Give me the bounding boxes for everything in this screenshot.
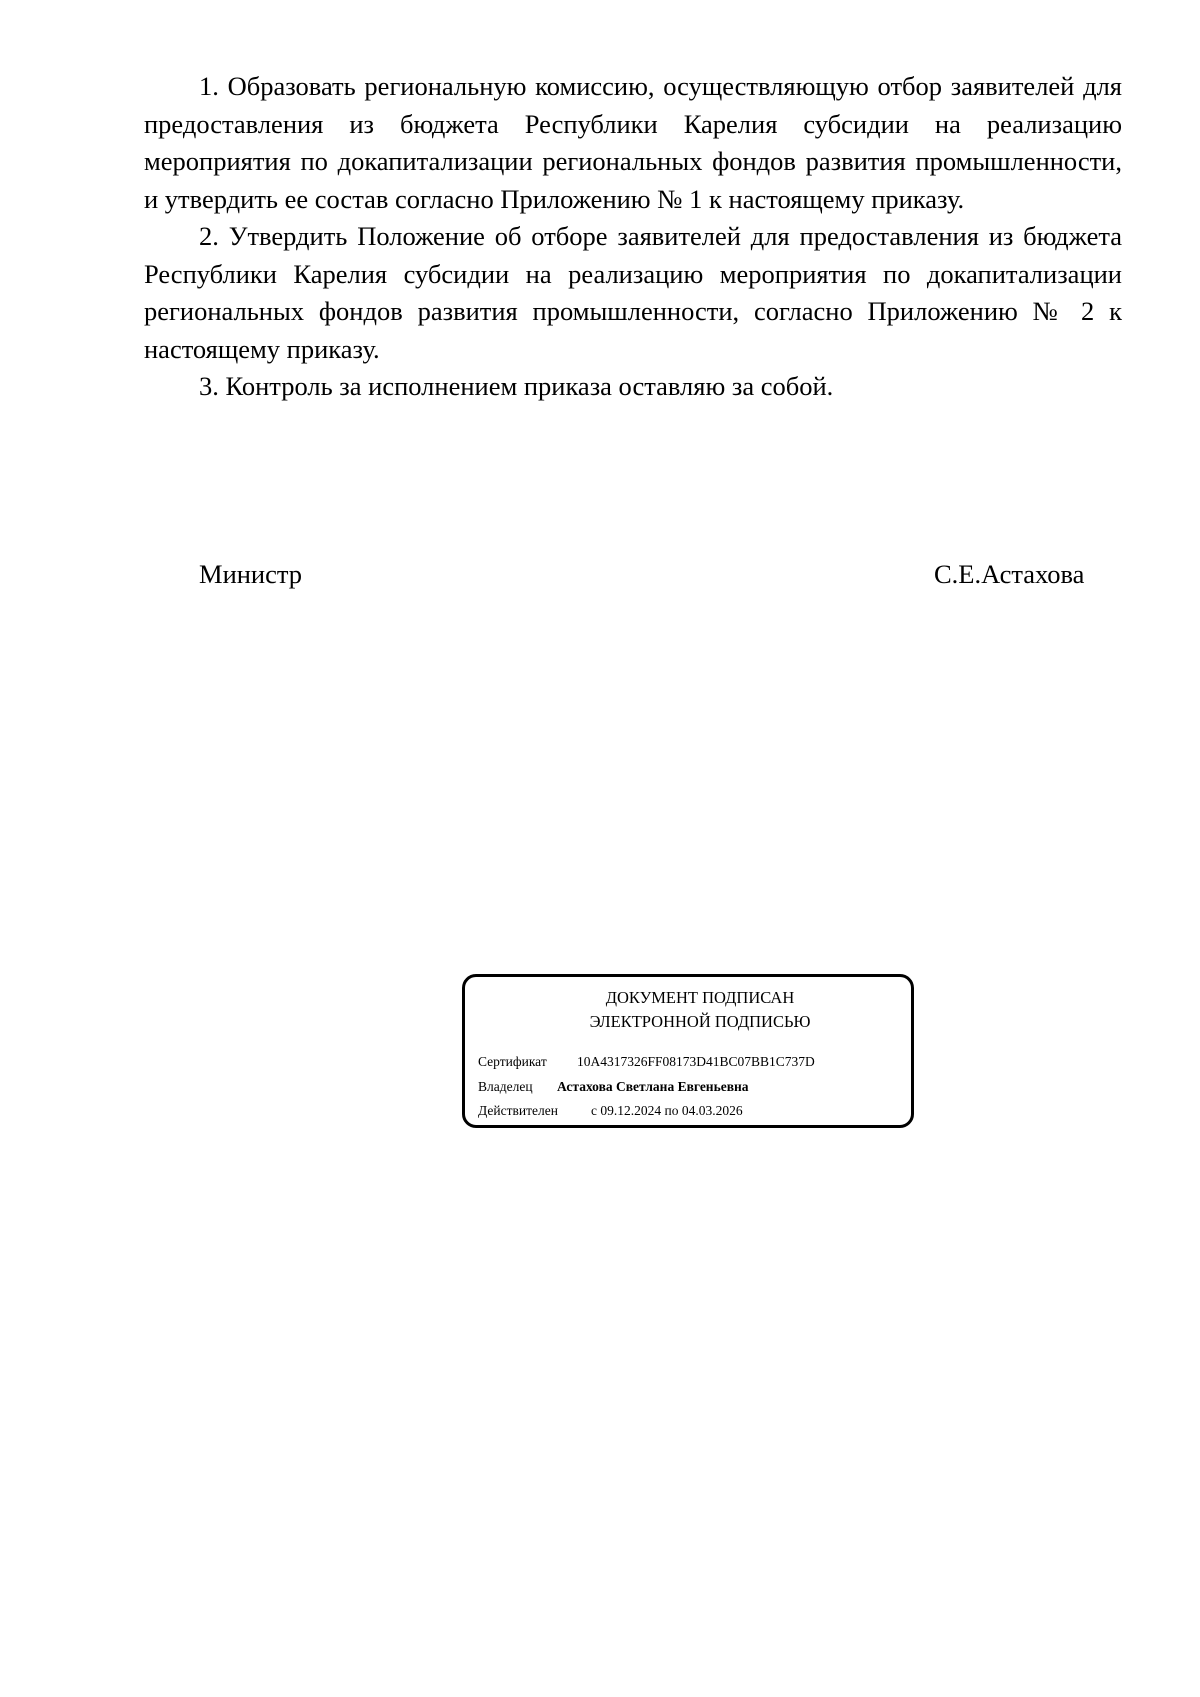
stamp-valid-value: с 09.12.2024 по 04.03.2026 [591, 1103, 743, 1118]
stamp-certificate-label: Сертификат [478, 1054, 547, 1069]
paragraph-2: 2. Утвердить Положение об отборе заявителей для предоставления из бюджета Республики Карелия субсидии на реализацию мероприятия по докапитализации региональных фондов развития промышленности, согласно Приложению № 2 к настоящему приказу. [144, 221, 1122, 364]
stamp-certificate-value: 10A4317326FF08173D41BC07BB1C737D [577, 1054, 815, 1069]
electronic-signature-stamp [462, 974, 914, 1128]
stamp-certificate-row [478, 1050, 815, 1074]
paragraph-3: 3. Контроль за исполнением приказа оставляю за собой. [199, 371, 834, 401]
paragraph-1: 1. Образовать региональную комиссию, осуществляющую отбор заявителей для предоставления из бюджета Республики Карелия субсидии на реализацию мероприятия по докапитализации региональных фондов развития промышленности, и утвердить ее состав согласно Приложению № 1 к настоящему приказу. [144, 71, 1122, 214]
stamp-owner-row [478, 1075, 749, 1099]
signatory-title: Министр [199, 559, 303, 589]
stamp-owner-label: Владелец [478, 1079, 533, 1094]
stamp-heading-line-1: ДОКУМЕНТ ПОДПИСАН [605, 988, 795, 1007]
stamp-owner-value: Астахова Светлана Евгеньевна [557, 1079, 749, 1094]
stamp-heading-line-2: ЭЛЕКТРОННОЙ ПОДПИСЬЮ [589, 1012, 811, 1031]
order-body [144, 68, 1122, 406]
stamp-valid-row [478, 1099, 743, 1123]
signatory-name: С.Е.Астахова [934, 559, 1085, 589]
stamp-valid-label: Действителен [478, 1103, 558, 1118]
